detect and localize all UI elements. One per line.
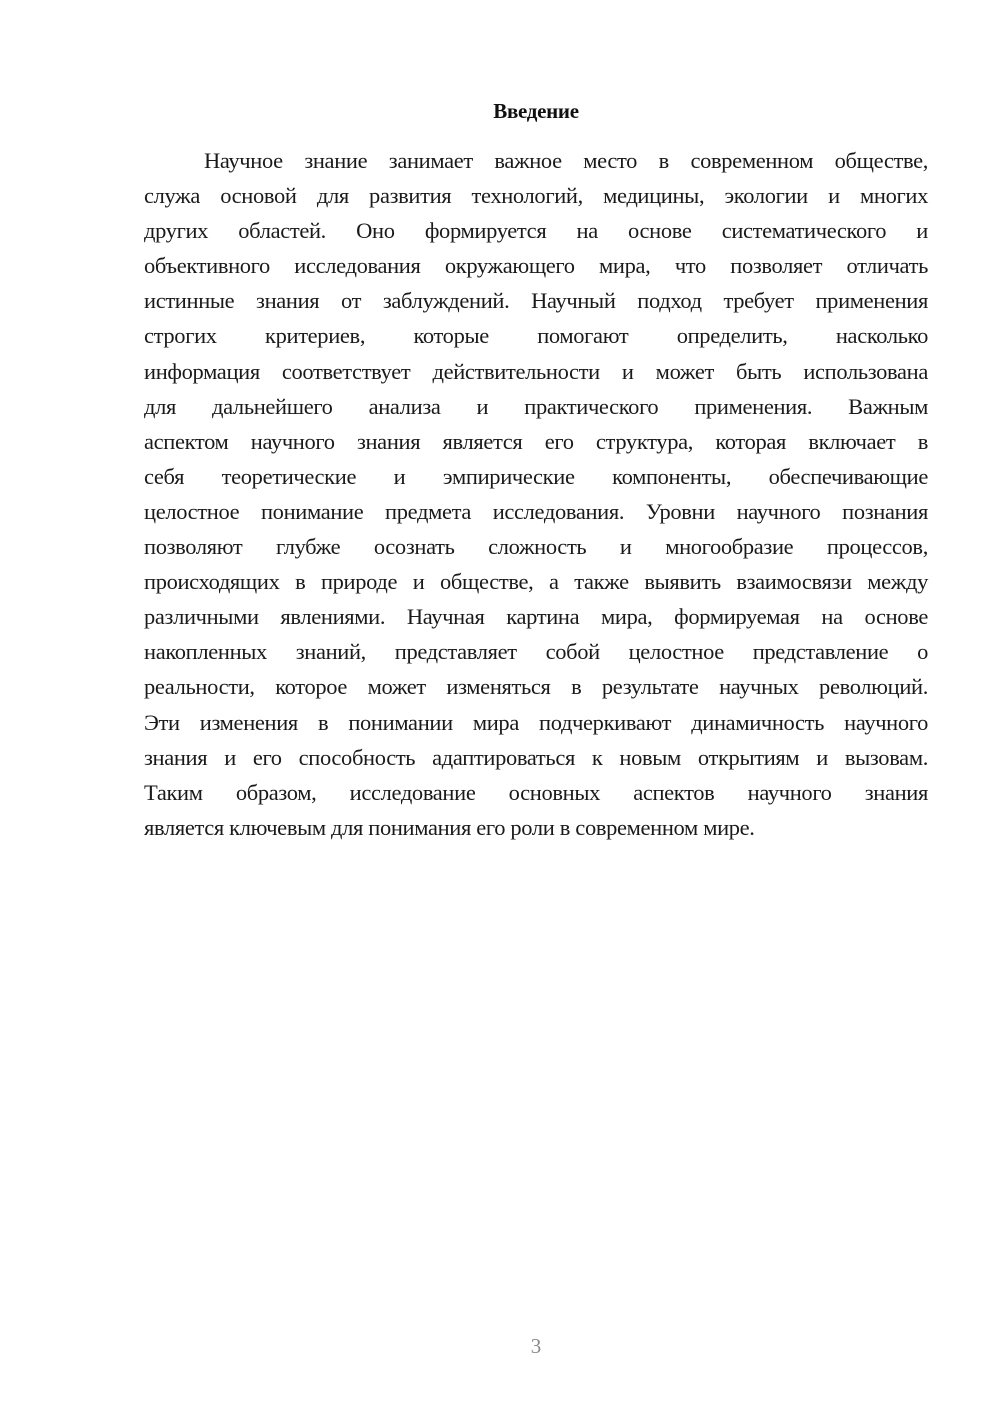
paragraph-line: Эти изменения в понимании мира подчеркивают динамичность научного — [144, 709, 928, 735]
paragraph-line: себя теоретические и эмпирические компоненты, обеспечивающие — [144, 463, 928, 489]
paragraph-line: является ключевым для понимания его роли в современном мире. — [144, 814, 755, 840]
paragraph-line: происходящих в природе и обществе, а также выявить взаимосвязи между — [144, 569, 928, 595]
paragraph-line: различными явлениями. Научная картина мира, формируемая на основе — [144, 604, 928, 630]
paragraph-line: истинные знания от заблуждений. Научный подход требует применения — [144, 288, 928, 314]
paragraph-line: информация соответствует действительности и может быть использована — [144, 358, 928, 384]
paragraph-line: позволяют глубже осознать сложность и многообразие процессов, — [144, 534, 928, 560]
paragraph-line: Научное знание занимает важное место в современном обществе, — [204, 148, 928, 173]
paragraph-line: для дальнейшего анализа и практического применения. Важным — [144, 393, 928, 419]
paragraph-line: других областей. Оно формируется на основе систематического и — [144, 218, 928, 244]
paragraph-line: целостное понимание предмета исследования. Уровни научного познания — [144, 498, 928, 524]
paragraph-line: реальности, которое может изменяться в результате научных революций. — [144, 674, 928, 700]
paragraph-line: строгих критериев, которые помогают определить, насколько — [144, 323, 928, 349]
paragraph-line: Таким образом, исследование основных аспектов научного знания — [144, 779, 928, 805]
paragraph-line: объективного исследования окружающего мира, что позволяет отличать — [144, 253, 928, 279]
introduction-paragraph — [144, 143, 928, 845]
paragraph-line: служа основой для развития технологий, медицины, экологии и многих — [144, 183, 928, 209]
page-number: 3 — [530, 1334, 542, 1358]
section-heading: Введение — [493, 99, 579, 123]
paragraph-line: накопленных знаний, представляет собой целостное представление о — [144, 639, 928, 665]
paragraph-line: знания и его способность адаптироваться к новым открытиям и вызовам. — [144, 744, 928, 770]
paragraph-line: аспектом научного знания является его структура, которая включает в — [144, 428, 928, 454]
